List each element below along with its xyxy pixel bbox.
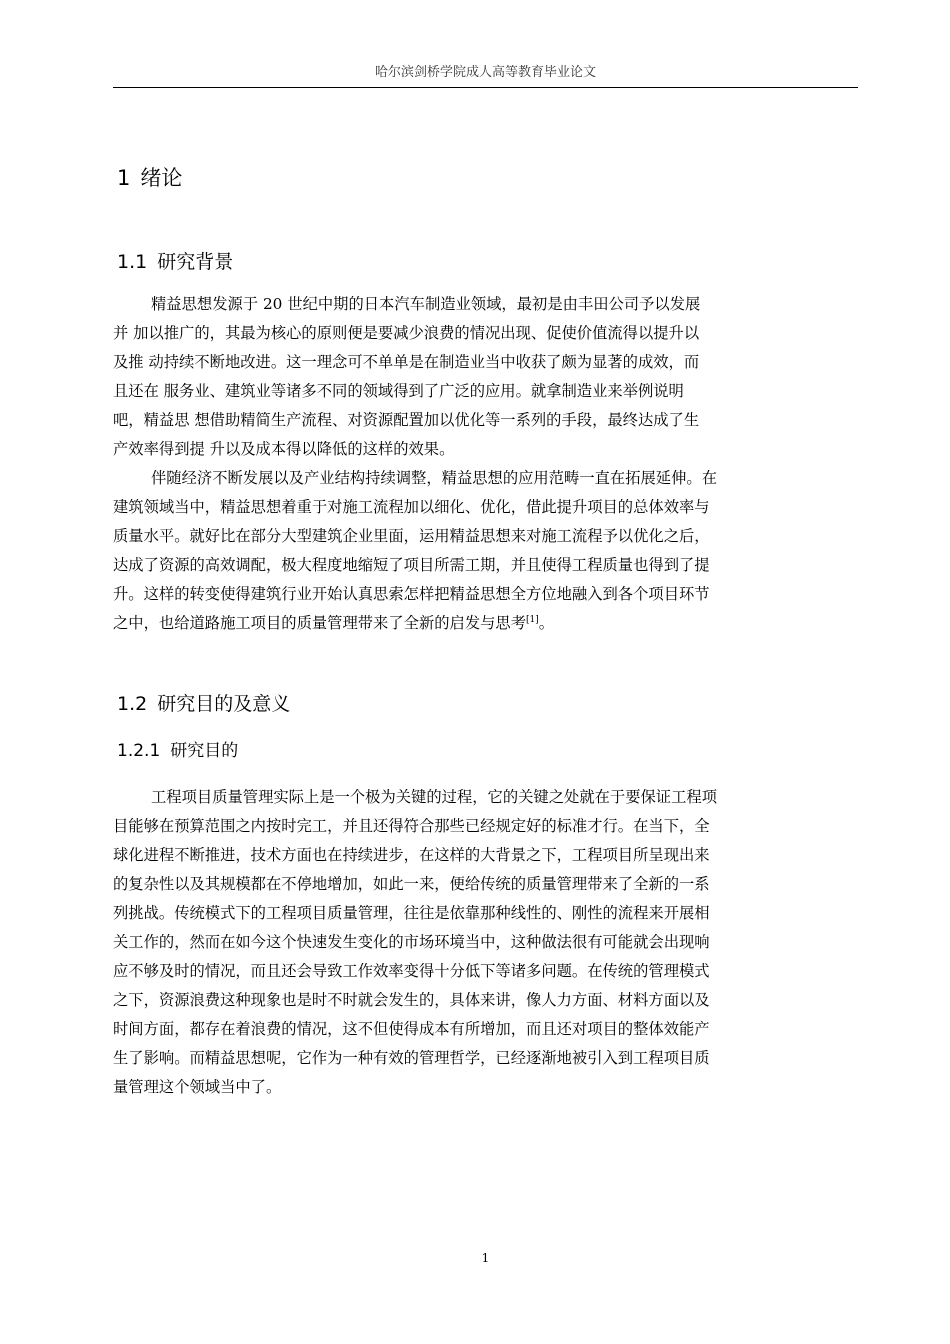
subsection-number: 1.2.1	[117, 741, 161, 761]
paragraph-line-tail: 。	[538, 614, 555, 632]
paragraph-line: 关工作的，然而在如今这个快速发生变化的市场环境当中，这种做法很有可能就会出现响	[113, 933, 710, 951]
paragraph-line: 且还在 服务业、建筑业等诸多不同的领域得到了广泛的应用。就拿制造业来举例说明	[113, 382, 684, 400]
chapter-title: 绪论	[140, 166, 183, 190]
chapter-number: 1	[117, 166, 131, 190]
page-number: 1	[481, 1251, 490, 1265]
paragraph-line: 升。这样的转变使得建筑行业开始认真思索怎样把精益思想全方位地融入到各个项目环节	[113, 585, 710, 603]
paragraph-line: 精益思想发源于 20 世纪中期的日本汽车制造业领域，最初是由丰田公司予以发展	[151, 295, 701, 313]
section-heading-1-1	[117, 248, 233, 276]
section-heading-1-2	[117, 690, 290, 718]
subsection-title: 研究目的	[170, 741, 239, 761]
paragraph-background-2	[113, 464, 858, 638]
section-number: 1.2	[117, 693, 148, 715]
paragraph-line: 之下，资源浪费这种现象也是时不时就会发生的，具体来讲，像人力方面、材料方面以及	[113, 991, 710, 1009]
paragraph-line: 吧，精益思 想借助精简生产流程、对资源配置加以优化等一系列的手段，最终达成了生	[113, 411, 700, 429]
section-title: 研究目的及意义	[157, 693, 291, 715]
paragraph-research-purpose	[113, 783, 858, 1102]
paragraph-line: 应不够及时的情况，而且还会导致工作效率变得十分低下等诸多问题。在传统的管理模式	[113, 962, 710, 980]
subsection-heading-1-2-1	[117, 738, 238, 764]
paragraph-line: 并 加以推广的，其最为核心的原则便是要减少浪费的情况出现、促使价值流得以提升以	[113, 324, 700, 342]
paragraph-line: 球化进程不断推进，技术方面也在持续进步，在这样的大背景之下，工程项目所呈现出来	[113, 846, 710, 864]
paragraph-line: 建筑领域当中，精益思想着重于对施工流程加以细化、优化，借此提升项目的总体效率与	[113, 498, 710, 516]
paragraph-line: 生了影响。而精益思想呢，它作为一种有效的管理哲学，已经逐渐地被引入到工程项目质	[113, 1049, 710, 1067]
section-number: 1.1	[117, 251, 148, 273]
paragraph-line: 工程项目质量管理实际上是一个极为关键的过程，它的关键之处就在于要保证工程项	[151, 788, 717, 806]
paragraph-line: 的复杂性以及其规模都在不停地增加，如此一来，便给传统的质量管理带来了全新的一系	[113, 875, 710, 893]
paragraph-line	[113, 609, 858, 638]
chapter-heading	[117, 163, 182, 193]
paragraph-background-1	[113, 290, 858, 464]
paragraph-line: 产效率得到提 升以及成本得以降低的这样的效果。	[113, 440, 455, 458]
section-title: 研究背景	[157, 251, 234, 273]
running-header: 哈尔滨剑桥学院成人高等教育毕业论文	[374, 65, 596, 80]
paragraph-line: 时间方面，都存在着浪费的情况，这不但使得成本有所增加，而且还对项目的整体效能产	[113, 1020, 710, 1038]
paragraph-line: 达成了资源的高效调配，极大程度地缩短了项目所需工期，并且使得工程质量也得到了提	[113, 556, 710, 574]
paragraph-line: 列挑战。传统模式下的工程项目质量管理，往往是依靠那种线性的、刚性的流程来开展相	[113, 904, 710, 922]
paragraph-line: 及推 动持续不断地改进。这一理念可不单单是在制造业当中收获了颇为显著的成效，而	[113, 353, 700, 371]
paragraph-line: 质量水平。就好比在部分大型建筑企业里面，运用精益思想来对施工流程予以优化之后，	[113, 527, 710, 545]
paragraph-line-text: 之中，也给道路施工项目的质量管理带来了全新的启发与思考	[113, 614, 527, 632]
citation-reference[interactable]: [1]	[526, 615, 539, 625]
paragraph-line: 伴随经济不断发展以及产业结构持续调整，精益思想的应用范畴一直在拓展延伸。在	[151, 469, 717, 487]
paragraph-line: 量管理这个领域当中了。	[113, 1078, 282, 1096]
header-divider	[113, 87, 858, 88]
paragraph-line: 目能够在预算范围之内按时完工，并且还得符合那些已经规定好的标准才行。在当下，全	[113, 817, 710, 835]
